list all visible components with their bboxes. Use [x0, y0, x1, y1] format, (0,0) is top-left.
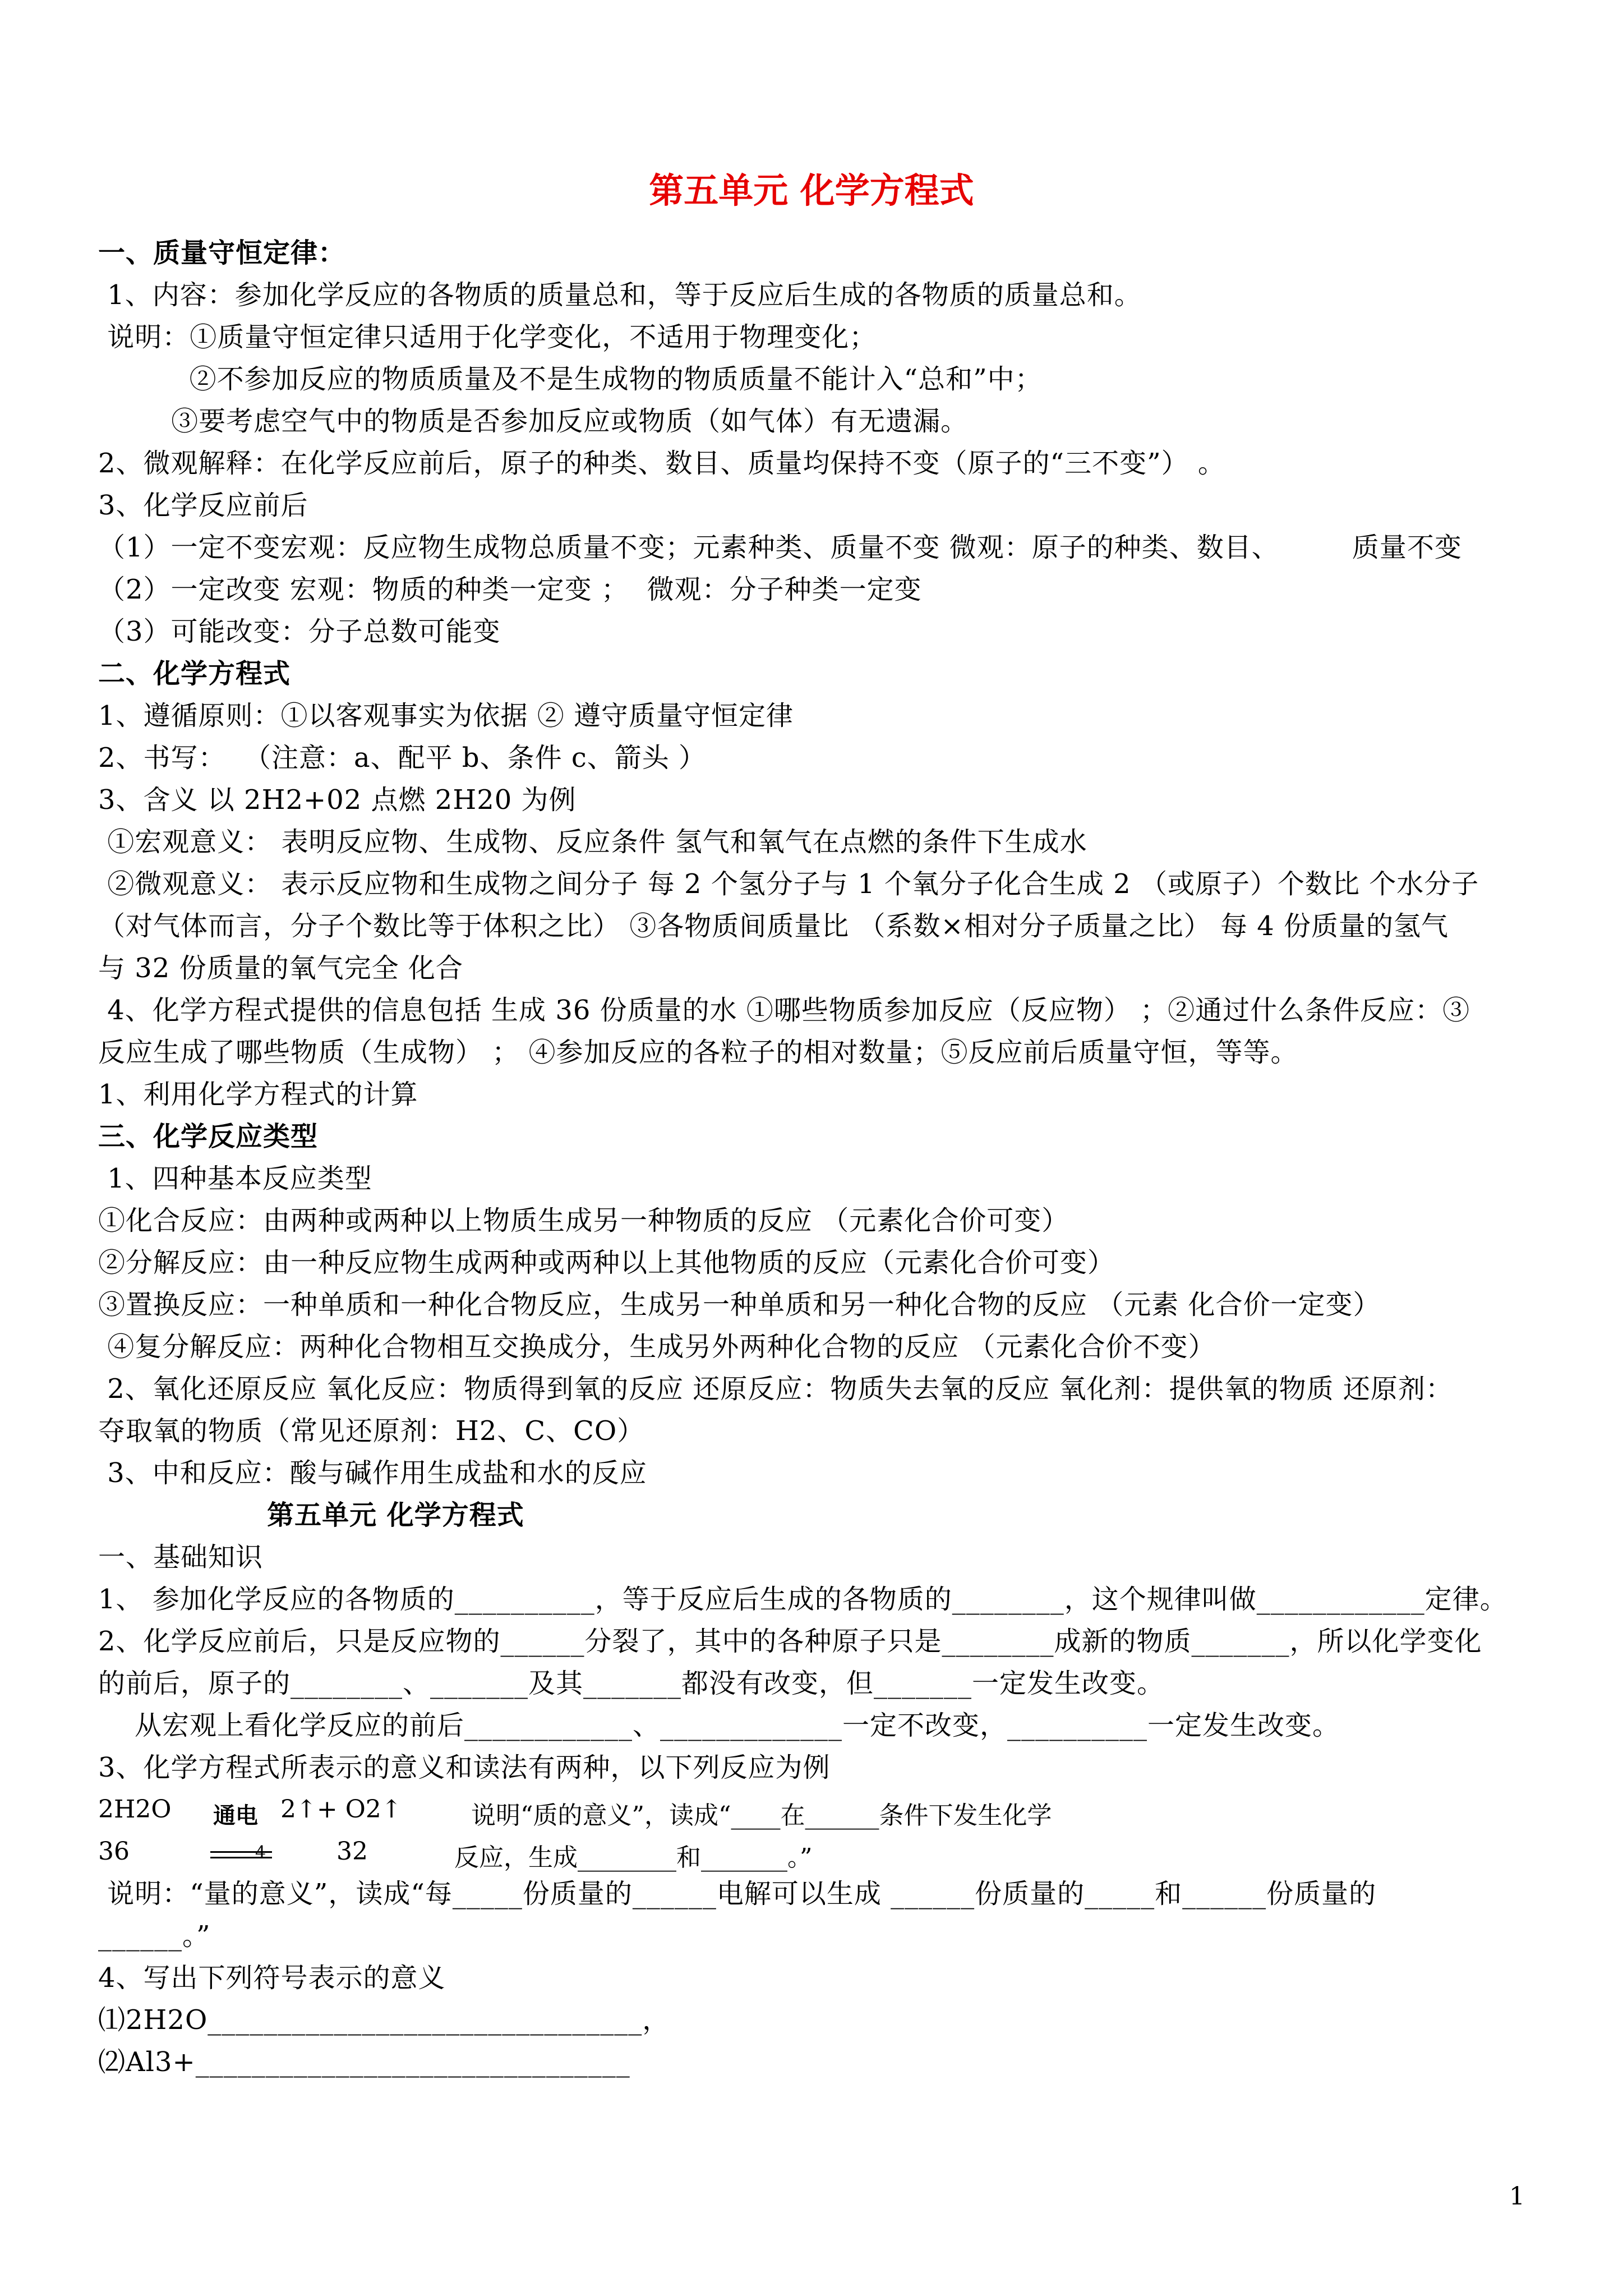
mass-right: 32	[336, 1837, 368, 1866]
equation-explain-2: 反应，生成________和_______。”	[454, 1843, 813, 1872]
text-line: （2）一定改变 宏观：物质的种类一定变 ； 微观：分子种类一定变	[98, 574, 922, 605]
text-line: 夺取氧的物质（常见还原剂：H2、C、CO）	[98, 1415, 645, 1447]
equation-left: 2H2O	[98, 1795, 172, 1824]
text-line: 3、中和反应：酸与碱作用生成盐和水的反应	[98, 1457, 647, 1489]
text-line: ②不参加反应的物质质量及不是生成物的物质质量不能计入“总和”中；	[98, 364, 1043, 395]
text-line: 4、化学方程式提供的信息包括 生成 36 份质量的水 ①哪些物质参加反应（反应物） ；②通过什么条件反应：③	[98, 995, 1470, 1026]
section-heading-3: 三、化学反应类型	[98, 1121, 319, 1152]
text-line: 1、四种基本反应类型	[98, 1163, 372, 1194]
page-number: 1	[1509, 2182, 1525, 2211]
equation-right: 2↑+ O2↑	[280, 1795, 402, 1824]
mass-left: 36	[98, 1837, 130, 1866]
text-line: ______。”	[98, 1920, 211, 1952]
text-line: ④复分解反应：两种化合物相互交换成分，生成另外两种化合物的反应 （元素化合价不变）	[98, 1331, 1216, 1363]
text-line: 2、书写： （注意：a、配平 b、条件 c、箭头 ）	[98, 742, 707, 774]
text-line: ①化合反应：由两种或两种以上物质生成另一种物质的反应 （元素化合价可变）	[98, 1205, 1069, 1236]
text-line: 说明：“量的意义”，读成“每_____份质量的______电解可以生成 ______份质量的_____和______份质量的	[98, 1878, 1377, 1910]
text-line: ⑵Al3+_______________________________	[98, 2046, 630, 2078]
equation-condition: 通电	[213, 1803, 258, 1829]
text-line: 1、利用化学方程式的计算	[98, 1079, 418, 1110]
subtitle: 第五单元 化学方程式	[98, 1499, 524, 1531]
text-line: 从宏观上看化学反应的前后____________、_____________一定不改变，__________一定发生改变。	[98, 1710, 1340, 1741]
text-line: 2、化学反应前后，只是反应物的______分裂了，其中的各种原子只是________成新的物质_______，所以化学变化	[98, 1626, 1482, 1657]
text-line: （3）可能改变：分子总数可能变	[98, 616, 501, 647]
page-title: 第五单元 化学方程式	[649, 170, 974, 211]
text-line: ③要考虑空气中的物质是否参加反应或物质（如气体）有无遗漏。	[98, 406, 969, 437]
text-line: 说明：①质量守恒定律只适用于化学变化，不适用于物理变化；	[98, 321, 877, 353]
equation-explain-1: 说明“质的意义”，读成“____在______条件下发生化学	[471, 1801, 1052, 1830]
text-line: 1、内容：参加化学反应的各物质的质量总和，等于反应后生成的各物质的质量总和。	[98, 279, 1142, 311]
text-line: ②分解反应：由一种反应物生成两种或两种以上其他物质的反应（元素化合价可变）	[98, 1247, 1115, 1278]
text-line: 2、微观解释：在化学反应前后，原子的种类、数目、质量均保持不变（原子的“三不变”） 。	[98, 448, 1225, 479]
text-line: 一、基础知识	[98, 1542, 264, 1573]
text-line: ①宏观意义： 表明反应物、生成物、反应条件 氢气和氧气在点燃的条件下生成水	[98, 826, 1087, 858]
text-line: 3、化学方程式所表示的意义和读法有两种，以下列反应为例	[98, 1752, 831, 1783]
text-line: 的前后，原子的________、_______及其_______都没有改变，但_______一定发生改变。	[98, 1668, 1165, 1699]
text-line: ⑴2H2O_______________________________，	[98, 2004, 670, 2036]
text-line: （对气体而言，分子个数比等于体积之比） ③各物质间质量比 （系数×相对分子质量之比） 每 4 份质量的氢气	[98, 910, 1449, 942]
section-heading-1: 一、质量守恒定律：	[98, 237, 346, 269]
text-line: 4、写出下列符号表示的意义	[98, 1962, 446, 1994]
mass-mid: 4	[255, 1843, 266, 1862]
text-line: ②微观意义： 表示反应物和生成物之间分子 每 2 个氢分子与 1 个氧分子化合生成 2 （或原子）个数比 个水分子	[98, 868, 1479, 900]
text-line: 1、遵循原则：①以客观事实为依据 ② 遵守质量守恒定律	[98, 700, 794, 731]
text-line: 反应生成了哪些物质（生成物） ； ④参加反应的各粒子的相对数量；⑤反应前后质量守恒，等等。	[98, 1037, 1298, 1068]
text-line: 3、化学反应前后	[98, 490, 308, 521]
text-line: （1）一定不变宏观：反应物生成物总质量不变；元素种类、质量不变 微观：原子的种类、数目、 质量不变	[98, 532, 1462, 563]
text-line: 与 32 份质量的氧气完全 化合	[98, 953, 463, 984]
section-heading-2: 二、化学方程式	[98, 658, 291, 689]
text-line: 1、 参加化学反应的各物质的__________，等于反应后生成的各物质的________，这个规律叫做____________定律。	[98, 1584, 1507, 1615]
text-line: 3、含义 以 2H2+02 点燃 2H20 为例	[98, 784, 577, 816]
text-line: 2、氧化还原反应 氧化反应：物质得到氧的反应 还原反应：物质失去氧的反应 氧化剂：提供氧的物质 还原剂：	[98, 1373, 1453, 1405]
text-line: ③置换反应：一种单质和一种化合物反应，生成另一种单质和另一种化合物的反应 （元素 化合价一定变）	[98, 1289, 1381, 1320]
